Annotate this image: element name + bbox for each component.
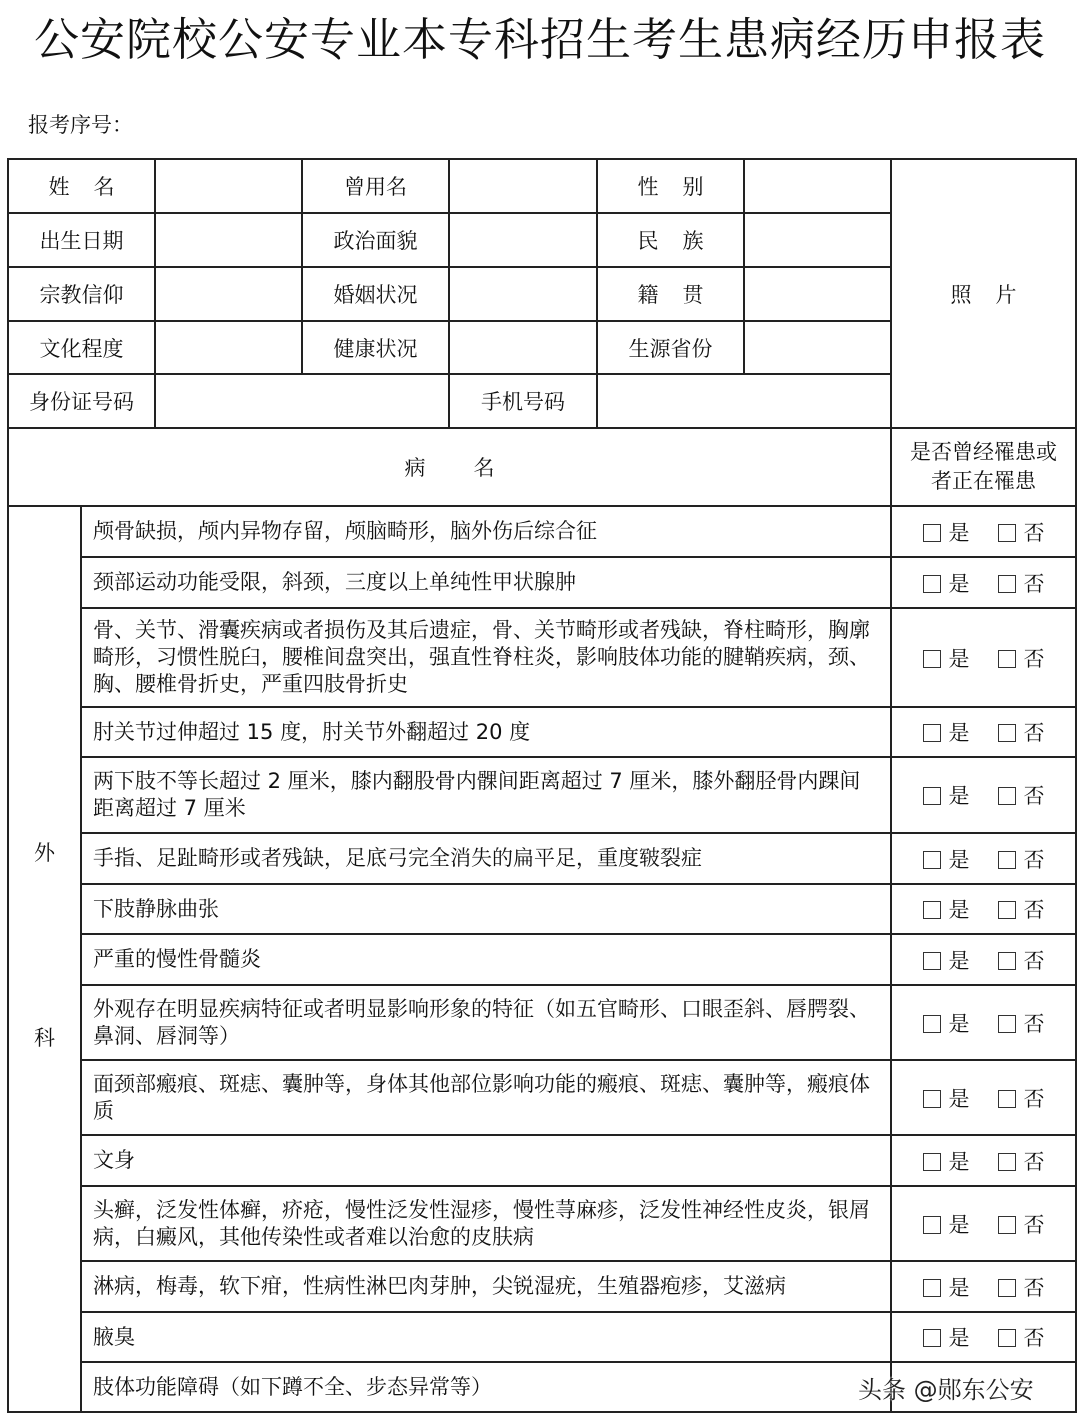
field-religion[interactable]	[155, 267, 302, 321]
yes-no-options: 是 否	[891, 1186, 1076, 1261]
disease-name: 腋臭	[81, 1312, 891, 1362]
label-native-place: 籍贯	[597, 267, 744, 321]
no-checkbox[interactable]	[998, 650, 1016, 668]
serial-number-label: 报考序号：	[28, 113, 133, 137]
yes-checkbox[interactable]	[923, 524, 941, 542]
disease-name: 两下肢不等长超过 2 厘米，膝内翻股骨内髁间距离超过 7 厘米，膝外翻胫骨内踝间距离超过 7 厘米	[81, 757, 891, 833]
disease-name: 面颈部瘢痕、斑痣、囊肿等，身体其他部位影响功能的瘢痕、斑痣、囊肿等，瘢痕体质	[81, 1060, 891, 1135]
yes-no-options: 是 否	[891, 1261, 1076, 1312]
label-id-number: 身份证号码	[8, 374, 155, 428]
category-surgery	[8, 506, 81, 1412]
disease-name: 手指、足趾畸形或者残缺，足底弓完全消失的扁平足，重度皲裂症	[81, 833, 891, 884]
no-checkbox[interactable]	[998, 1216, 1016, 1234]
field-native-place[interactable]	[744, 267, 891, 321]
disease-name: 头癣，泛发性体癣，疥疮，慢性泛发性湿疹，慢性荨麻疹，泛发性神经性皮炎，银屑病，白癜风，其他传染性或者难以治愈的皮肤病	[81, 1186, 891, 1261]
no-checkbox[interactable]	[998, 1153, 1016, 1171]
field-phone[interactable]	[597, 374, 891, 428]
yes-checkbox[interactable]	[923, 851, 941, 869]
no-checkbox[interactable]	[998, 1329, 1016, 1347]
no-checkbox[interactable]	[998, 1015, 1016, 1033]
yes-checkbox[interactable]	[923, 787, 941, 805]
field-id-number[interactable]	[155, 374, 449, 428]
yes-no-options: 是 否	[891, 1135, 1076, 1186]
label-ethnicity: 民族	[597, 213, 744, 267]
yes-checkbox[interactable]	[923, 1279, 941, 1297]
yes-no-options: 是 否	[891, 707, 1076, 757]
disease-name: 颈部运动功能受限，斜颈，三度以上单纯性甲状腺肿	[81, 557, 891, 608]
yes-no-options: 是 否	[891, 557, 1076, 608]
label-political-status: 政治面貌	[302, 213, 449, 267]
no-checkbox[interactable]	[998, 851, 1016, 869]
yes-checkbox[interactable]	[923, 901, 941, 919]
yes-checkbox[interactable]	[923, 1090, 941, 1108]
disease-table	[7, 427, 1077, 1413]
field-political-status[interactable]	[449, 213, 597, 267]
photo-box[interactable]: 照片	[891, 159, 1076, 428]
yes-no-options: 是 否	[891, 1312, 1076, 1362]
yes-no-options: 是 否	[891, 985, 1076, 1060]
field-marital-status[interactable]	[449, 267, 597, 321]
yes-checkbox[interactable]	[923, 1153, 941, 1171]
label-name: 姓名	[8, 159, 155, 213]
yes-no-options: 是 否	[891, 757, 1076, 833]
no-checkbox[interactable]	[998, 1090, 1016, 1108]
disease-name: 肘关节过伸超过 15 度，肘关节外翻超过 20 度	[81, 707, 891, 757]
label-former-name: 曾用名	[302, 159, 449, 213]
yes-checkbox[interactable]	[923, 1216, 941, 1234]
no-checkbox[interactable]	[998, 901, 1016, 919]
label-phone: 手机号码	[449, 374, 597, 428]
no-checkbox[interactable]	[998, 787, 1016, 805]
yes-checkbox[interactable]	[923, 650, 941, 668]
field-gender[interactable]	[744, 159, 891, 213]
category-char-1: 外	[34, 841, 55, 865]
yes-checkbox[interactable]	[923, 952, 941, 970]
label-religion: 宗教信仰	[8, 267, 155, 321]
category-char-2: 科	[34, 1026, 55, 1050]
yes-no-options: 是 否	[891, 934, 1076, 985]
disease-name: 严重的慢性骨髓炎	[81, 934, 891, 985]
no-checkbox[interactable]	[998, 1279, 1016, 1297]
yes-checkbox[interactable]	[923, 724, 941, 742]
yes-no-options: 是 否	[891, 1060, 1076, 1135]
disease-name: 骨、关节、滑囊疾病或者损伤及其后遗症，骨、关节畸形或者残缺，脊柱畸形，胸廓畸形，习惯性脱臼，腰椎间盘突出，强直性脊柱炎，影响肢体功能的腱鞘疾病，颈、胸、腰椎骨折史，严重四肢骨折史	[81, 608, 891, 707]
yes-checkbox[interactable]	[923, 1015, 941, 1033]
field-source-province[interactable]	[744, 321, 891, 374]
disease-name: 淋病，梅毒，软下疳，性病性淋巴肉芽肿，尖锐湿疣，生殖器疱疹，艾滋病	[81, 1261, 891, 1312]
no-checkbox[interactable]	[998, 524, 1016, 542]
label-birth-date: 出生日期	[8, 213, 155, 267]
personal-info-table	[7, 158, 1077, 429]
yes-checkbox[interactable]	[923, 575, 941, 593]
label-health-status: 健康状况	[302, 321, 449, 374]
field-name[interactable]	[155, 159, 302, 213]
disease-name: 文身	[81, 1135, 891, 1186]
field-health-status[interactable]	[449, 321, 597, 374]
yes-no-options: 是 否	[891, 833, 1076, 884]
yes-checkbox[interactable]	[923, 1329, 941, 1347]
yes-no-options: 是 否	[891, 884, 1076, 934]
watermark: 头条 @郧东公安	[858, 1376, 1034, 1404]
disease-name: 颅骨缺损，颅内异物存留，颅脑畸形，脑外伤后综合征	[81, 506, 891, 557]
field-ethnicity[interactable]	[744, 213, 891, 267]
yes-no-options: 是 否	[891, 506, 1076, 557]
label-education: 文化程度	[8, 321, 155, 374]
label-source-province: 生源省份	[597, 321, 744, 374]
yes-no-options: 是 否	[891, 608, 1076, 707]
label-marital-status: 婚姻状况	[302, 267, 449, 321]
field-former-name[interactable]	[449, 159, 597, 213]
status-header: 是否曾经罹患或者正在罹患	[891, 428, 1076, 506]
label-gender: 性别	[597, 159, 744, 213]
disease-name: 下肢静脉曲张	[81, 884, 891, 934]
disease-name: 肢体功能障碍（如下蹲不全、步态异常等）	[81, 1362, 891, 1412]
field-birth-date[interactable]	[155, 213, 302, 267]
field-education[interactable]	[155, 321, 302, 374]
no-checkbox[interactable]	[998, 724, 1016, 742]
no-checkbox[interactable]	[998, 575, 1016, 593]
disease-name: 外观存在明显疾病特征或者明显影响形象的特征（如五官畸形、口眼歪斜、唇腭裂、鼻洞、唇洞等）	[81, 985, 891, 1060]
disease-name-header: 病名	[8, 428, 891, 506]
no-checkbox[interactable]	[998, 952, 1016, 970]
form-title: 公安院校公安专业本专科招生考生患病经历申报表	[33, 13, 1046, 66]
